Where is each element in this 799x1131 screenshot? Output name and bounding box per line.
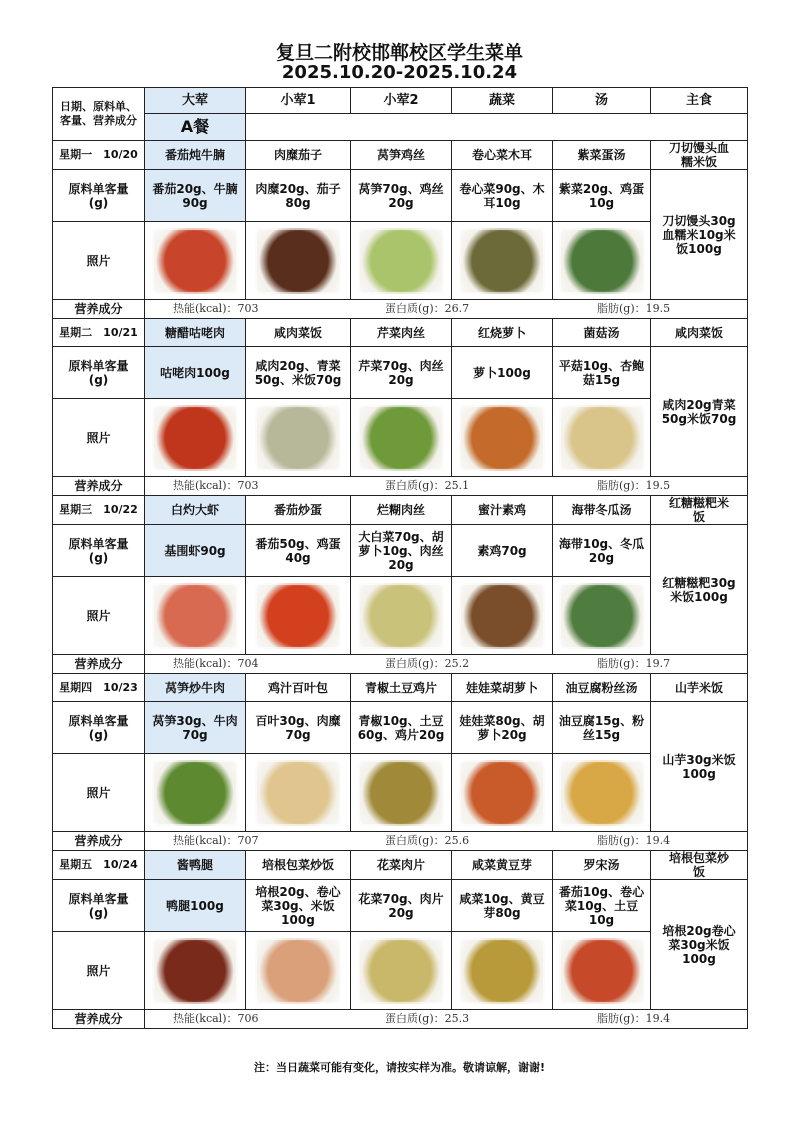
col-main-header: 大荤 [145, 88, 246, 114]
ingredients-soup: 番茄10g、卷心菜10g、土豆10g [553, 880, 651, 932]
ingredients-label: 原料单客量(g) [53, 702, 145, 754]
menu-table [52, 87, 748, 1029]
ingredients-small2: 花菜70g、肉片20g [351, 880, 452, 932]
ingredients-main: 番茄20g、牛腩90g [145, 170, 246, 222]
kcal-value: 热能(kcal)：704 [173, 657, 259, 670]
dish-main: 白灼大虾 [145, 496, 246, 525]
ingredients-small2: 莴笋70g、鸡丝20g [351, 170, 452, 222]
dish-small1: 番茄炒蛋 [246, 496, 351, 525]
ingredients-main: 咕咾肉100g [145, 347, 246, 399]
photo-label: 照片 [53, 754, 145, 832]
col-veg-header: 蔬菜 [452, 88, 553, 114]
ingredients-veg: 娃娃菜80g、胡萝卜20g [452, 702, 553, 754]
ingredients-soup: 平菇10g、杏鲍菇15g [553, 347, 651, 399]
photo-label: 照片 [53, 932, 145, 1010]
col-small2-header: 小荤2 [351, 88, 452, 114]
dish-photo [559, 583, 645, 649]
protein-value: 蛋白质(g)：25.1 [385, 479, 470, 492]
dish-photo [358, 405, 444, 471]
date-range: 2025.10.20-2025.10.24 [281, 62, 518, 83]
protein-value: 蛋白质(g)：25.6 [385, 834, 470, 847]
ingredients-veg: 萝卜100g [452, 347, 553, 399]
kcal-value: 热能(kcal)：703 [173, 302, 259, 315]
day-label: 星期一 10/20 [53, 141, 145, 170]
fat-value: 脂肪(g)：19.7 [597, 657, 671, 670]
day-label: 星期五 10/24 [53, 851, 145, 880]
photo-label: 照片 [53, 399, 145, 477]
day-label: 星期四 10/23 [53, 674, 145, 702]
corner-header: 日期、原料单、客量、营养成分 [53, 88, 145, 141]
dish-photo [358, 938, 444, 1004]
header-blank [246, 114, 748, 141]
dish-photo [255, 405, 341, 471]
nutrition-label: 营养成分 [53, 300, 145, 319]
dish-photo [152, 583, 238, 649]
staple-ingredients: 咸肉20g青菜50g米饭70g [651, 347, 748, 477]
page-title: 复旦二附校邯郸校区学生菜单 [275, 42, 523, 64]
ingredients-veg: 咸菜10g、黄豆芽80g [452, 880, 553, 932]
dish-photo [559, 228, 645, 294]
ingredients-small2: 芹菜70g、肉丝20g [351, 347, 452, 399]
dish-veg: 卷心菜木耳 [452, 141, 553, 170]
dish-photo [255, 938, 341, 1004]
staple-ingredients: 刀切馒头30g血糯米10g米饭100g [651, 170, 748, 300]
ingredients-small1: 肉糜20g、茄子80g [246, 170, 351, 222]
photo-label: 照片 [53, 222, 145, 300]
dish-veg: 咸菜黄豆芽 [452, 851, 553, 880]
dish-soup: 紫菜蛋汤 [553, 141, 651, 170]
dish-small2: 莴笋鸡丝 [351, 141, 452, 170]
ingredients-main: 基围虾90g [145, 525, 246, 577]
fat-value: 脂肪(g)：19.5 [597, 302, 671, 315]
dish-small1: 咸肉菜饭 [246, 319, 351, 347]
dish-photo [459, 583, 545, 649]
ingredients-small1: 番茄50g、鸡蛋40g [246, 525, 351, 577]
dish-photo [255, 760, 341, 826]
dish-veg: 蜜汁素鸡 [452, 496, 553, 525]
fat-value: 脂肪(g)：19.4 [597, 834, 671, 847]
ingredients-small2: 青椒10g、土豆60g、鸡片20g [351, 702, 452, 754]
staple-name: 培根包菜炒饭 [651, 851, 748, 880]
ingredients-small1: 百叶30g、肉糜70g [246, 702, 351, 754]
dish-soup: 罗宋汤 [553, 851, 651, 880]
dish-photo [255, 228, 341, 294]
staple-name: 红糖糍粑米饭 [651, 496, 748, 525]
staple-name: 咸肉菜饭 [651, 319, 748, 347]
kcal-value: 热能(kcal)：707 [173, 834, 259, 847]
protein-value: 蛋白质(g)：25.3 [385, 1012, 470, 1025]
dish-photo [559, 405, 645, 471]
dish-photo [559, 760, 645, 826]
dish-soup: 菌菇汤 [553, 319, 651, 347]
dish-photo [152, 938, 238, 1004]
ingredients-soup: 紫菜20g、鸡蛋10g [553, 170, 651, 222]
dish-small2: 花菜肉片 [351, 851, 452, 880]
dish-photo [255, 583, 341, 649]
dish-veg: 娃娃菜胡萝卜 [452, 674, 553, 702]
ingredients-small1: 培根20g、卷心菜30g、米饭100g [246, 880, 351, 932]
ingredients-label: 原料单客量(g) [53, 525, 145, 577]
footer-note: 注：当日蔬菜可能有变化，请按实样为准。敬请谅解，谢谢! [253, 1061, 545, 1074]
dish-photo [459, 760, 545, 826]
ingredients-main: 鸭腿100g [145, 880, 246, 932]
dish-small1: 肉糜茄子 [246, 141, 351, 170]
dish-photo [459, 405, 545, 471]
dish-small2: 芹菜肉丝 [351, 319, 452, 347]
protein-value: 蛋白质(g)：26.7 [385, 302, 470, 315]
ingredients-veg: 素鸡70g [452, 525, 553, 577]
ingredients-label: 原料单客量(g) [53, 880, 145, 932]
dish-small2: 烂糊肉丝 [351, 496, 452, 525]
staple-name: 刀切馒头血糯米饭 [651, 141, 748, 170]
dish-small1: 鸡汁百叶包 [246, 674, 351, 702]
dish-photo [152, 405, 238, 471]
dish-photo [459, 938, 545, 1004]
photo-label: 照片 [53, 577, 145, 655]
day-label: 星期三 10/22 [53, 496, 145, 525]
dish-photo [358, 583, 444, 649]
dish-soup: 海带冬瓜汤 [553, 496, 651, 525]
col-staple-header: 主食 [651, 88, 748, 114]
dish-main: 酱鸭腿 [145, 851, 246, 880]
nutrition-label: 营养成分 [53, 1010, 145, 1029]
nutrition-label: 营养成分 [53, 832, 145, 851]
dish-main: 番茄炖牛腩 [145, 141, 246, 170]
nutrition-label: 营养成分 [53, 655, 145, 674]
fat-value: 脂肪(g)：19.4 [597, 1012, 671, 1025]
nutrition-label: 营养成分 [53, 477, 145, 496]
ingredients-veg: 卷心菜90g、木耳10g [452, 170, 553, 222]
col-small1-header: 小荤1 [246, 88, 351, 114]
staple-ingredients: 红糖糍粑30g米饭100g [651, 525, 748, 655]
dish-veg: 红烧萝卜 [452, 319, 553, 347]
ingredients-soup: 海带10g、冬瓜20g [553, 525, 651, 577]
dish-photo [358, 760, 444, 826]
kcal-value: 热能(kcal)：706 [173, 1012, 259, 1025]
ingredients-main: 莴笋30g、牛肉70g [145, 702, 246, 754]
dish-main: 莴笋炒牛肉 [145, 674, 246, 702]
dish-soup: 油豆腐粉丝汤 [553, 674, 651, 702]
dish-small2: 青椒土豆鸡片 [351, 674, 452, 702]
ingredients-small2: 大白菜70g、胡萝卜10g、肉丝20g [351, 525, 452, 577]
dish-photo [152, 228, 238, 294]
ingredients-label: 原料单客量(g) [53, 170, 145, 222]
staple-ingredients: 培根20g卷心菜30g米饭100g [651, 880, 748, 1010]
kcal-value: 热能(kcal)：703 [173, 479, 259, 492]
ingredients-soup: 油豆腐15g、粉丝15g [553, 702, 651, 754]
col-soup-header: 汤 [553, 88, 651, 114]
ingredients-label: 原料单客量(g) [53, 347, 145, 399]
staple-name: 山芋米饭 [651, 674, 748, 702]
dish-photo [559, 938, 645, 1004]
dish-small1: 培根包菜炒饭 [246, 851, 351, 880]
dish-photo [358, 228, 444, 294]
staple-ingredients: 山芋30g米饭100g [651, 702, 748, 832]
dish-main: 糖醋咕咾肉 [145, 319, 246, 347]
day-label: 星期二 10/21 [53, 319, 145, 347]
meal-a-label: A餐 [145, 114, 246, 141]
dish-photo [152, 760, 238, 826]
protein-value: 蛋白质(g)：25.2 [385, 657, 470, 670]
fat-value: 脂肪(g)：19.5 [597, 479, 671, 492]
ingredients-small1: 咸肉20g、青菜50g、米饭70g [246, 347, 351, 399]
dish-photo [459, 228, 545, 294]
